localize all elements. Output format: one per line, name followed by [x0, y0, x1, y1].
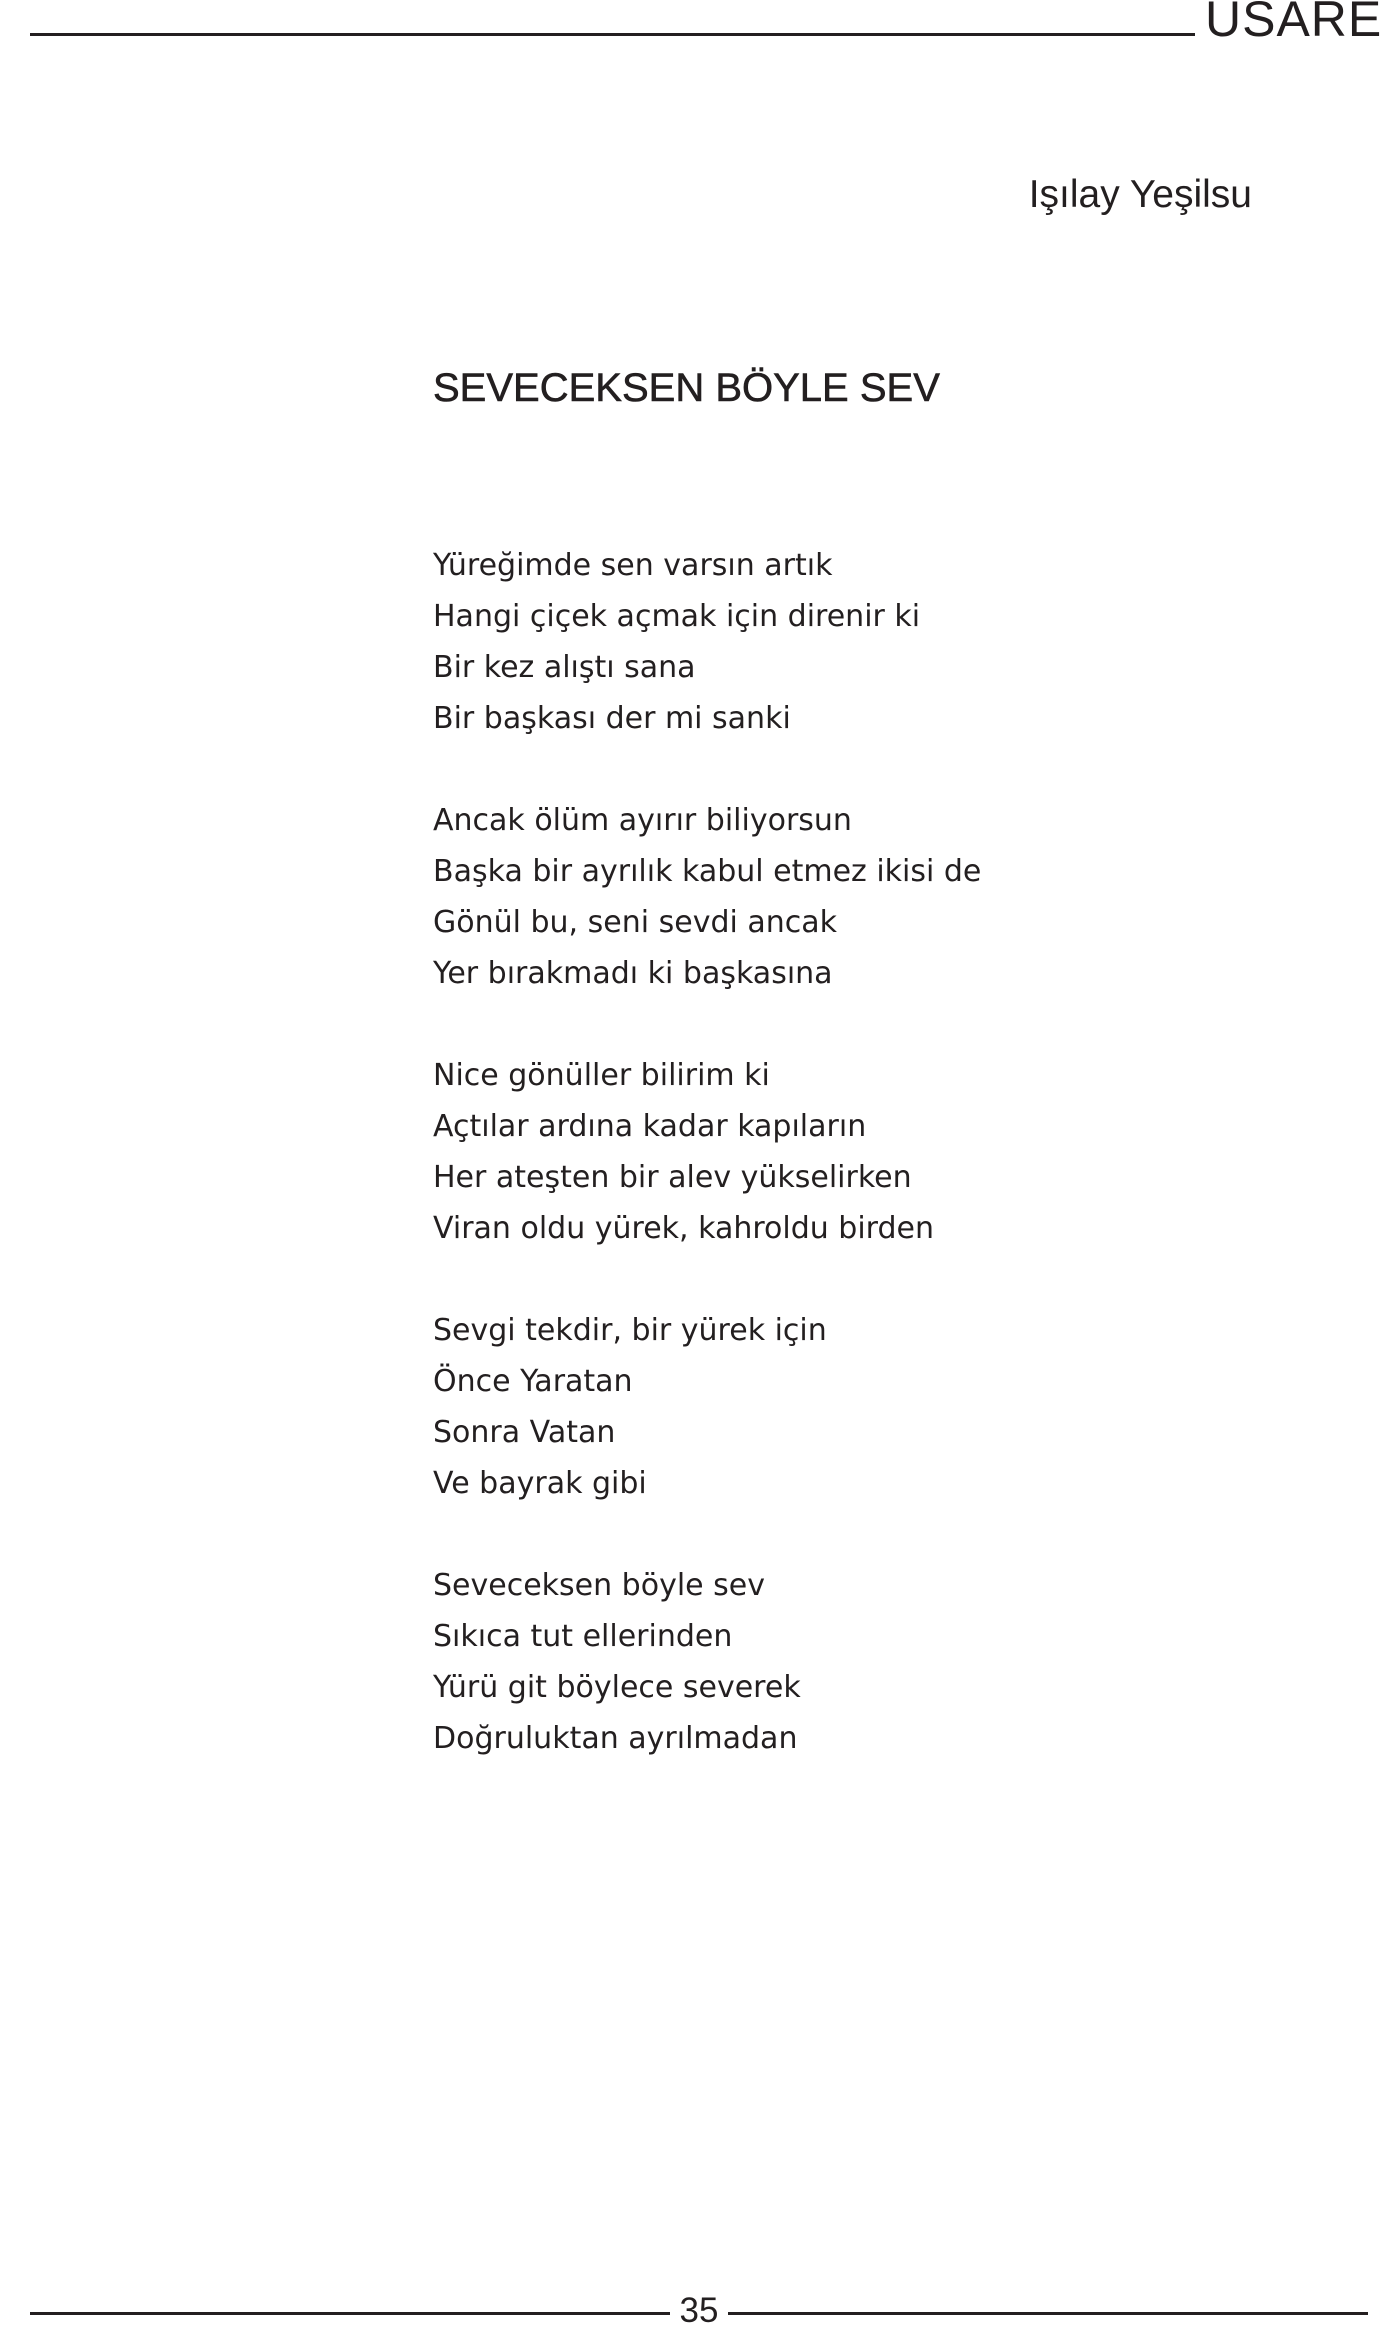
footer-rule-right	[728, 2312, 1368, 2315]
stanza-5	[433, 1560, 981, 1764]
poem-line: Doğruluktan ayrılmadan	[433, 1721, 798, 1756]
poem-line: Başka bir ayrılık kabul etmez ikisi de	[433, 854, 982, 889]
poem-line: Yer bırakmadı ki başkasına	[433, 956, 833, 991]
poem-line: Bir başkası der mi sanki	[433, 701, 791, 736]
poem-line: Viran oldu yürek, kahroldu birden	[433, 1211, 934, 1246]
poem-line: Bir kez alıştı sana	[433, 650, 696, 685]
stanza-4	[433, 1305, 981, 1509]
poem-line: Yüreğimde sen varsın artık	[433, 548, 833, 583]
poem-line: Sonra Vatan	[433, 1415, 616, 1450]
stanza-2	[433, 795, 981, 999]
stanza-1	[433, 540, 981, 744]
page-number: 35	[679, 2291, 719, 2330]
footer-rule-left	[30, 2312, 670, 2315]
poem-line: Önce Yaratan	[433, 1364, 633, 1399]
poem-line: Gönül bu, seni sevdi ancak	[433, 905, 838, 940]
poem-line: Açtılar ardına kadar kapıların	[433, 1109, 867, 1144]
running-head: USARE	[1205, 0, 1383, 47]
poem-line: Seveceksen böyle sev	[433, 1568, 765, 1603]
poem-line: Yürü git böylece severek	[433, 1670, 801, 1705]
author-name: Işılay Yeşilsu	[1028, 173, 1252, 216]
poem-line: Her ateşten bir alev yükselirken	[433, 1160, 912, 1195]
header-rule	[30, 33, 1195, 36]
poem-line: Ve bayrak gibi	[433, 1466, 647, 1501]
poem-line: Sıkıca tut ellerinden	[433, 1619, 733, 1654]
poem-line: Ancak ölüm ayırır biliyorsun	[433, 803, 852, 838]
poem-title: SEVECEKSEN BÖYLE SEV	[433, 366, 940, 410]
poem-body	[433, 540, 981, 1815]
stanza-3	[433, 1050, 981, 1254]
poem-line: Hangi çiçek açmak için direnir ki	[433, 599, 921, 634]
poem-line: Sevgi tekdir, bir yürek için	[433, 1313, 827, 1348]
poem-line: Nice gönüller bilirim ki	[433, 1058, 770, 1093]
